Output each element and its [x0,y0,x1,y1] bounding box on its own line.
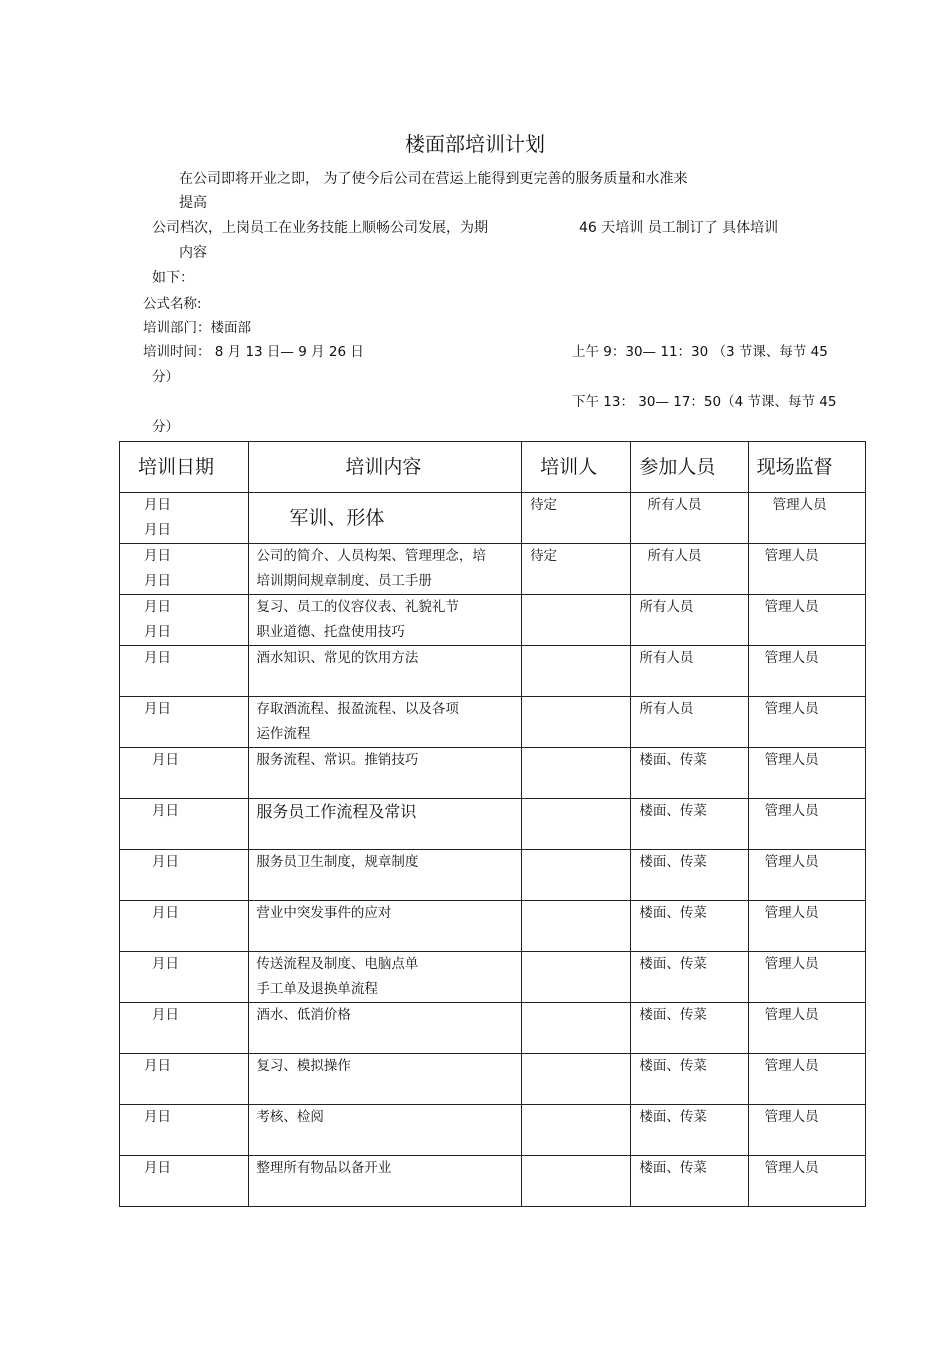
row-trainer [522,595,631,646]
company-label: 公式名称: [143,296,202,312]
row-date: 月日 [144,701,171,717]
row-trainer [522,901,631,952]
row-content: 运作流程 [256,726,311,742]
row-content: 军训、形体 [289,507,385,529]
row-supervisor: 管理人员 [748,850,865,901]
row-attendees: 所有人员 [631,544,748,595]
header-date: 培训日期 [120,442,249,493]
row-content: 酒水知识、常见的饮用方法 [256,650,419,666]
row-attendees: 楼面、传菜 [631,850,748,901]
row-trainer [522,850,631,901]
intro-line-5: 如下： [152,270,194,286]
row-supervisor: 管理人员 [748,1105,865,1156]
table-row [120,952,866,1003]
row-content: 营业中突发事件的应对 [256,905,392,921]
row-supervisor: 管理人员 [748,799,865,850]
row-content: 服务员工作流程及常识 [256,802,417,821]
morning-time: 上午 9：30— 11：30 （3 节课、每节 45 [572,344,828,360]
row-supervisor: 管理人员 [748,646,865,697]
row-trainer [522,697,631,748]
intro-line-3a: 公司档次，上岗员工在业务技能上顺畅公司发展，为期 [152,220,488,236]
row-content: 服务员卫生制度，规章制度 [256,854,419,870]
training-schedule-table [119,441,866,1207]
row-trainer [522,1156,631,1207]
row-supervisor: 管理人员 [748,493,865,544]
row-content: 酒水、低消价格 [256,1007,351,1023]
header-supervisor: 现场监督 [748,442,865,493]
row-supervisor: 管理人员 [748,697,865,748]
row-trainer: 待定 [522,544,631,595]
row-attendees: 楼面、传菜 [631,1156,748,1207]
table-header-row [120,442,866,493]
row-attendees: 楼面、传菜 [631,748,748,799]
table-row [120,799,866,850]
row-date: 月日 [144,624,171,640]
row-content: 传送流程及制度、电脑点单 [256,956,419,972]
row-content: 职业道德、托盘使用技巧 [256,624,405,640]
row-attendees: 所有人员 [631,697,748,748]
header-attendees: 参加人员 [631,442,748,493]
row-trainer [522,646,631,697]
row-content: 复习、模拟操作 [256,1058,351,1074]
row-supervisor: 管理人员 [748,595,865,646]
intro-line-1: 在公司即将开业之即， 为了使今后公司在营运上能得到更完善的服务质量和水准来 [179,171,688,187]
row-date: 月日 [152,854,179,870]
table-row [120,1105,866,1156]
row-supervisor: 管理人员 [748,901,865,952]
row-trainer [522,799,631,850]
row-supervisor: 管理人员 [748,1054,865,1105]
row-date: 月日 [152,956,179,972]
row-content: 手工单及退换单流程 [256,981,378,997]
row-attendees: 所有人员 [631,493,748,544]
page-title: 楼面部培训计划 [405,132,545,156]
intro-line-2: 提高 [179,195,207,211]
table-row [120,697,866,748]
row-date: 月日 [152,803,179,819]
afternoon-time-tail: 分） [152,419,179,435]
table-row [120,1156,866,1207]
row-date: 月日 [144,497,171,513]
row-attendees: 楼面、传菜 [631,901,748,952]
row-supervisor: 管理人员 [748,952,865,1003]
row-trainer [522,1003,631,1054]
row-trainer [522,1105,631,1156]
row-attendees: 楼面、传菜 [631,799,748,850]
row-attendees: 楼面、传菜 [631,952,748,1003]
row-date: 月日 [144,1160,171,1176]
header-content: 培训内容 [249,442,522,493]
row-attendees: 楼面、传菜 [631,1054,748,1105]
afternoon-time: 下午 13： 30— 17：50（4 节课、每节 45 [572,394,837,410]
table-row [120,901,866,952]
row-date: 月日 [144,573,171,589]
morning-time-tail: 分） [152,369,179,385]
row-attendees: 所有人员 [631,595,748,646]
time-label: 培训时间： 8 月 13 日— 9 月 26 日 [143,344,364,360]
row-date: 月日 [144,522,171,538]
header-trainer: 培训人 [522,442,631,493]
row-content: 复习、员工的仪容仪表、礼貌礼节 [256,599,459,615]
row-trainer: 待定 [522,493,631,544]
table-row [120,748,866,799]
row-date: 月日 [144,1058,171,1074]
row-trainer [522,748,631,799]
table-row [120,1003,866,1054]
table-row [120,850,866,901]
row-content: 公司的简介、人员构架、管理理念，培 [256,548,486,564]
row-content: 存取酒流程、报盈流程、以及各项 [256,701,459,717]
row-content: 服务流程、常识。推销技巧 [256,752,419,768]
row-date: 月日 [144,650,171,666]
row-supervisor: 管理人员 [748,1003,865,1054]
row-attendees: 楼面、传菜 [631,1003,748,1054]
dept-label: 培训部门：楼面部 [143,320,251,336]
row-trainer [522,952,631,1003]
row-content: 考核、检阅 [256,1109,324,1125]
intro-line-4: 内容 [179,245,207,261]
row-date: 月日 [144,1109,171,1125]
row-attendees: 所有人员 [631,646,748,697]
row-date: 月日 [144,548,171,564]
row-attendees: 楼面、传菜 [631,1105,748,1156]
intro-line-3b: 46 天培训 员工制订了 具体培训 [579,220,779,236]
table-row [120,595,866,646]
row-date: 月日 [152,1007,179,1023]
row-date: 月日 [152,905,179,921]
row-content: 整理所有物品以备开业 [256,1160,392,1176]
row-supervisor: 管理人员 [748,544,865,595]
row-date: 月日 [152,752,179,768]
table-row [120,1054,866,1105]
row-content: 培训期间规章制度、员工手册 [256,573,432,589]
row-supervisor: 管理人员 [748,748,865,799]
row-date: 月日 [144,599,171,615]
table-row [120,493,866,544]
row-supervisor: 管理人员 [748,1156,865,1207]
table-row [120,646,866,697]
row-trainer [522,1054,631,1105]
table-row [120,544,866,595]
